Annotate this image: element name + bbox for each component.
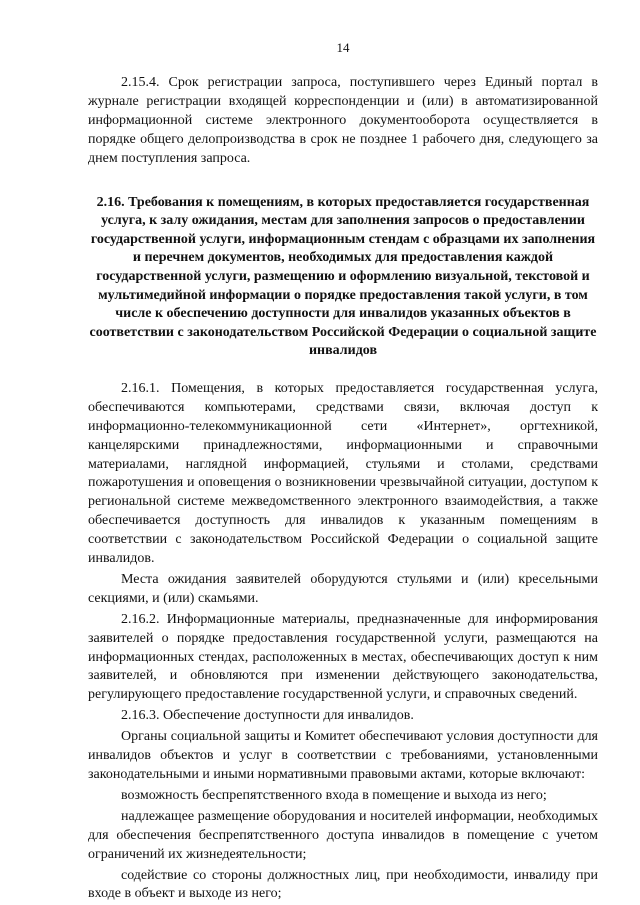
section-heading-2-16: 2.16. Требования к помещениям, в которых предоставляется государственная услуга, к залу ожидания, местам для заполнения запросов о предоставлении государственной услуги, информационным стендам с образцами их заполнения и перечнем документов, необходимых для предоставления каждой государственной услуги, размещению и оформлению визуальной, текстовой и мультимедийной информации о порядке предоставления такой услуги, в том числе к обеспечению доступности для инвалидов указанных объектов в соответствии с законодательством Российской Федерации о социальной защите инвалидов [89, 194, 597, 359]
page-number: 14 [336, 40, 350, 55]
paragraph-2-16-3: 2.16.3. Обеспечение доступности для инвалидов. [121, 708, 414, 724]
paragraph-2-15-4: 2.15.4. Срок регистрации запроса, поступившего через Единый портал в журнале регистрации входящей корреспонденции и (или) в автоматизированной информационной системе электронного документооборота осуществляется в порядке общего делопроизводства в срок не позднее 1 рабочего дня, следующего за днем поступления запроса. [88, 75, 598, 166]
paragraph-2-16-2: 2.16.2. Информационные материалы, предназначенные для информирования заявителей о порядке предоставления государственной услуги, размещаются на информационных стендах, расположенных в местах, обеспечивающих доступ к ним заявителей, и обновляются при изменении действующего законодательства, регулирующего предоставление государственной услуги, и справочных сведений. [88, 611, 598, 703]
list-item-equipment-placement: надлежащее размещение оборудования и носителей информации, необходимых для обеспечения беспрепятственного доступа инвалидов в помещение с учетом ограничений их жизнедеятельности; [88, 808, 598, 862]
list-item-entry-exit: возможность беспрепятственного входа в помещение и выхода из него; [121, 787, 547, 803]
paragraph-accessibility-conditions: Органы социальной защиты и Комитет обеспечивают условия доступности для инвалидов объектов и услуг в соответствии с требованиями, установленными законодательными и иными нормативными правовыми актами, которые включают: [88, 729, 598, 782]
document-content [88, 74, 598, 904]
paragraph-2-16-1: 2.16.1. Помещения, в которых предоставляется государственная услуга, обеспечиваются компьютерами, средствами связи, включая доступ к информационно-телекоммуникационной сети «Интернет», оргтехникой, канцелярскими принадлежностями, информационными и справочными материалами, наглядной информацией, стульями и столами, средствами пожаротушения и оповещения о возникновении чрезвычайной ситуации, доступом к региональной системе межведомственного электронного взаимодействия, а также обеспечивается доступность для инвалидов к указанным помещениям в соответствии с законодательством Российской Федерации о социальной защите инвалидов. [88, 380, 598, 567]
list-item-assistance: содействие со стороны должностных лиц, при необходимости, инвалиду при входе в объект и выходе из него; [88, 867, 598, 902]
paragraph-waiting-places: Места ожидания заявителей оборудуются стульями и (или) кресельными секциями, и (или) скамьями. [88, 571, 598, 606]
